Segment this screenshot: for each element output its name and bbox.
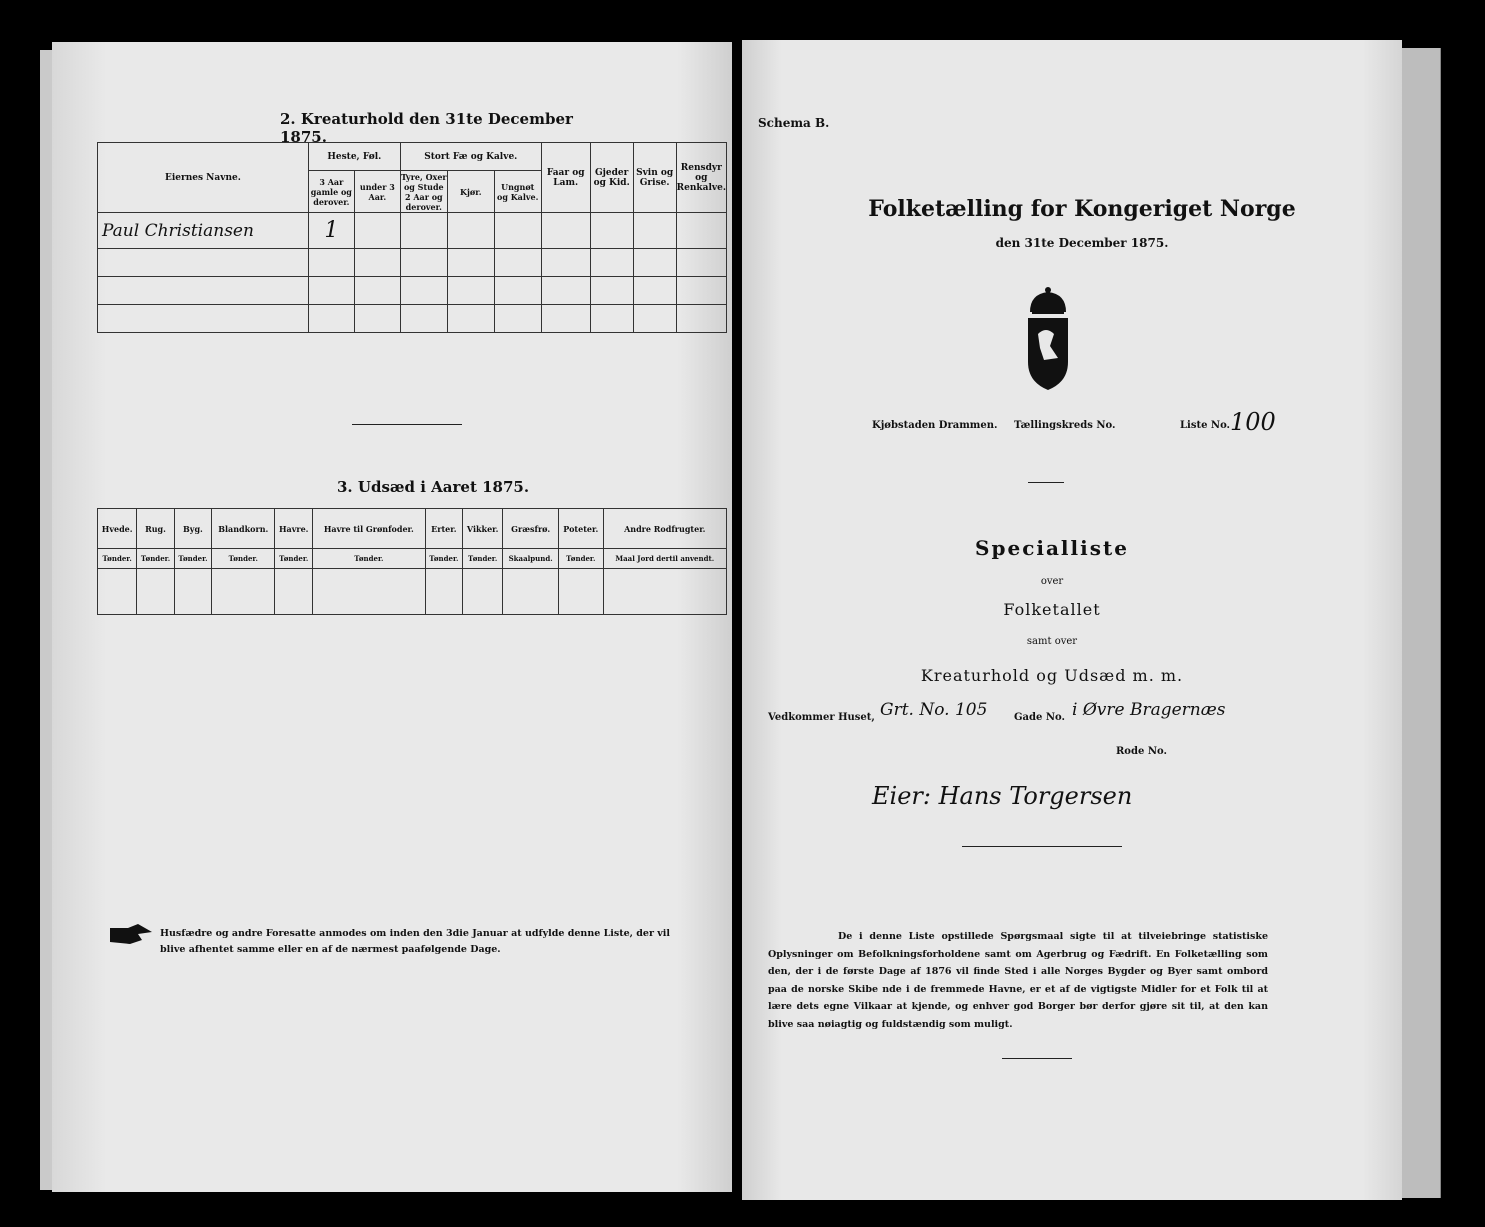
col-vikker: Vikker. [463,509,503,549]
kreds-label: Tællingskreds No. [1014,420,1116,431]
vedkommer-label: Vedkommer Huset, [768,712,875,723]
section2-title: 2. Kreaturhold den 31te December 1875. [280,110,573,146]
col-poteter: Poteter. [559,509,604,549]
over-text-1: over [1040,576,1064,587]
eier-value: Eier: Hans Torgersen [872,782,1133,810]
section-divider [352,424,462,425]
unit-cell: Tønder. [425,549,462,569]
col-blandkorn: Blandkorn. [212,509,275,549]
col-erter: Erter. [425,509,462,549]
unit-cell: Skaalpund. [503,549,559,569]
info-paragraph: De i denne Liste opstillede Spørgsmaal sigte til at tilveiebringe statistiske Oplysninger om Befolkningsforholdene samt om Agerbrug og Fædrift. En Folketælling som den, der i de første Dage af 1876 vil finde Sted i alle Norges Bygder og Byer samt ombord paa de norske Skibe nde i de fremmede Havne, er et af de vigtigste Midler for et Folk til at lære dets egne Vilkaar at kjende, og enhver god Borger bør derfor gjøre sit til, at den kan blive saa nøiagtig og fuldstændig som muligt. [768,931,1268,1030]
heste-3aar-cell: 1 [308,213,354,249]
specialliste-title: Specialliste [975,536,1129,560]
unit-cell: Tønder. [559,549,604,569]
udsaed-unit-row [98,549,727,569]
main-title: Folketælling for Kongeriget Norge [868,196,1296,222]
kjobstad-label: Kjøbstaden Drammen. [872,420,998,431]
divider-signature [962,846,1122,847]
udsaed-table [97,508,727,615]
col-rensdyr: Rensdyr og Renkalve. [676,143,726,213]
coat-of-arms-emblem [1020,286,1076,394]
col-graesfro: Græsfrø. [503,509,559,549]
census-date: den 31te December 1875. [995,236,1169,250]
kreaturhold-heading: Kreaturhold og Udsæd m. m. [920,666,1184,685]
unit-cell: Tønder. [275,549,313,569]
unit-cell: Maal Jord dertil anvendt. [603,549,726,569]
folketallet-text: Folketallet [1003,600,1101,619]
notice-text: Husfædre og andre Foresatte anmodes om inden den 3die Januar at udfylde denne Liste, der vil blive afhentet samme eller en af de nærmest paafølgende Dage. [160,928,671,955]
kreaturhold-table [97,142,727,333]
col-byg: Byg. [174,509,211,549]
gade-label: Gade No. [1014,712,1065,723]
col-svin: Svin og Grise. [633,143,676,213]
gade-value: i Øvre Bragernæs [1072,700,1226,720]
udsaed-name-row [98,509,727,549]
col-havre: Havre. [275,509,313,549]
unit-cell: Tønder. [463,549,503,569]
unit-cell: Tønder. [137,549,174,569]
col-gjeder: Gjeder og Kid. [590,143,633,213]
col-ungnot: Ungnøt og Kalve. [494,171,541,213]
unit-cell: Tønder. [98,549,137,569]
liste-value: 100 [1230,408,1276,436]
col-heste-3aar: 3 Aar gamle og derover. [308,171,354,213]
schema-label: Schema B. [758,116,830,130]
liste-label: Liste No. [1180,420,1231,431]
col-andre-rodfrugter: Andre Rodfrugter. [603,509,726,549]
col-rug: Rug. [137,509,174,549]
unit-cell: Tønder. [174,549,211,569]
divider-bottom [1002,1058,1072,1059]
col-kjor: Kjør. [447,171,494,213]
pointing-hand-icon [108,922,154,946]
col-tyre: Tyre, Oxer og Stude 2 Aar og derover. [400,171,447,212]
col-heste-under: under 3 Aar. [354,171,400,213]
divider-short [1028,482,1064,483]
col-faar: Faar og Lam. [541,143,590,213]
unit-cell: Tønder. [313,549,426,569]
right-page-edge [1400,48,1441,1198]
vedkommer-value: Grt. No. 105 [880,700,988,720]
samt-over-text: samt over [1026,636,1078,647]
stort-group-header: Stort Fæ og Kalve. [400,143,541,171]
col-havre-gronfoder: Havre til Grønfoder. [313,509,426,549]
rode-label: Rode No. [1116,746,1167,757]
unit-cell: Tønder. [212,549,275,569]
heste-group-header: Heste, Føl. [308,143,400,171]
col-hvede: Hvede. [98,509,137,549]
left-page [52,42,732,1192]
right-page [742,40,1402,1200]
owner-cell: Paul Christiansen [98,213,309,249]
section3-title: 3. Udsæd i Aaret 1875. [337,478,530,496]
owner-header: Eiernes Navne. [98,143,309,213]
